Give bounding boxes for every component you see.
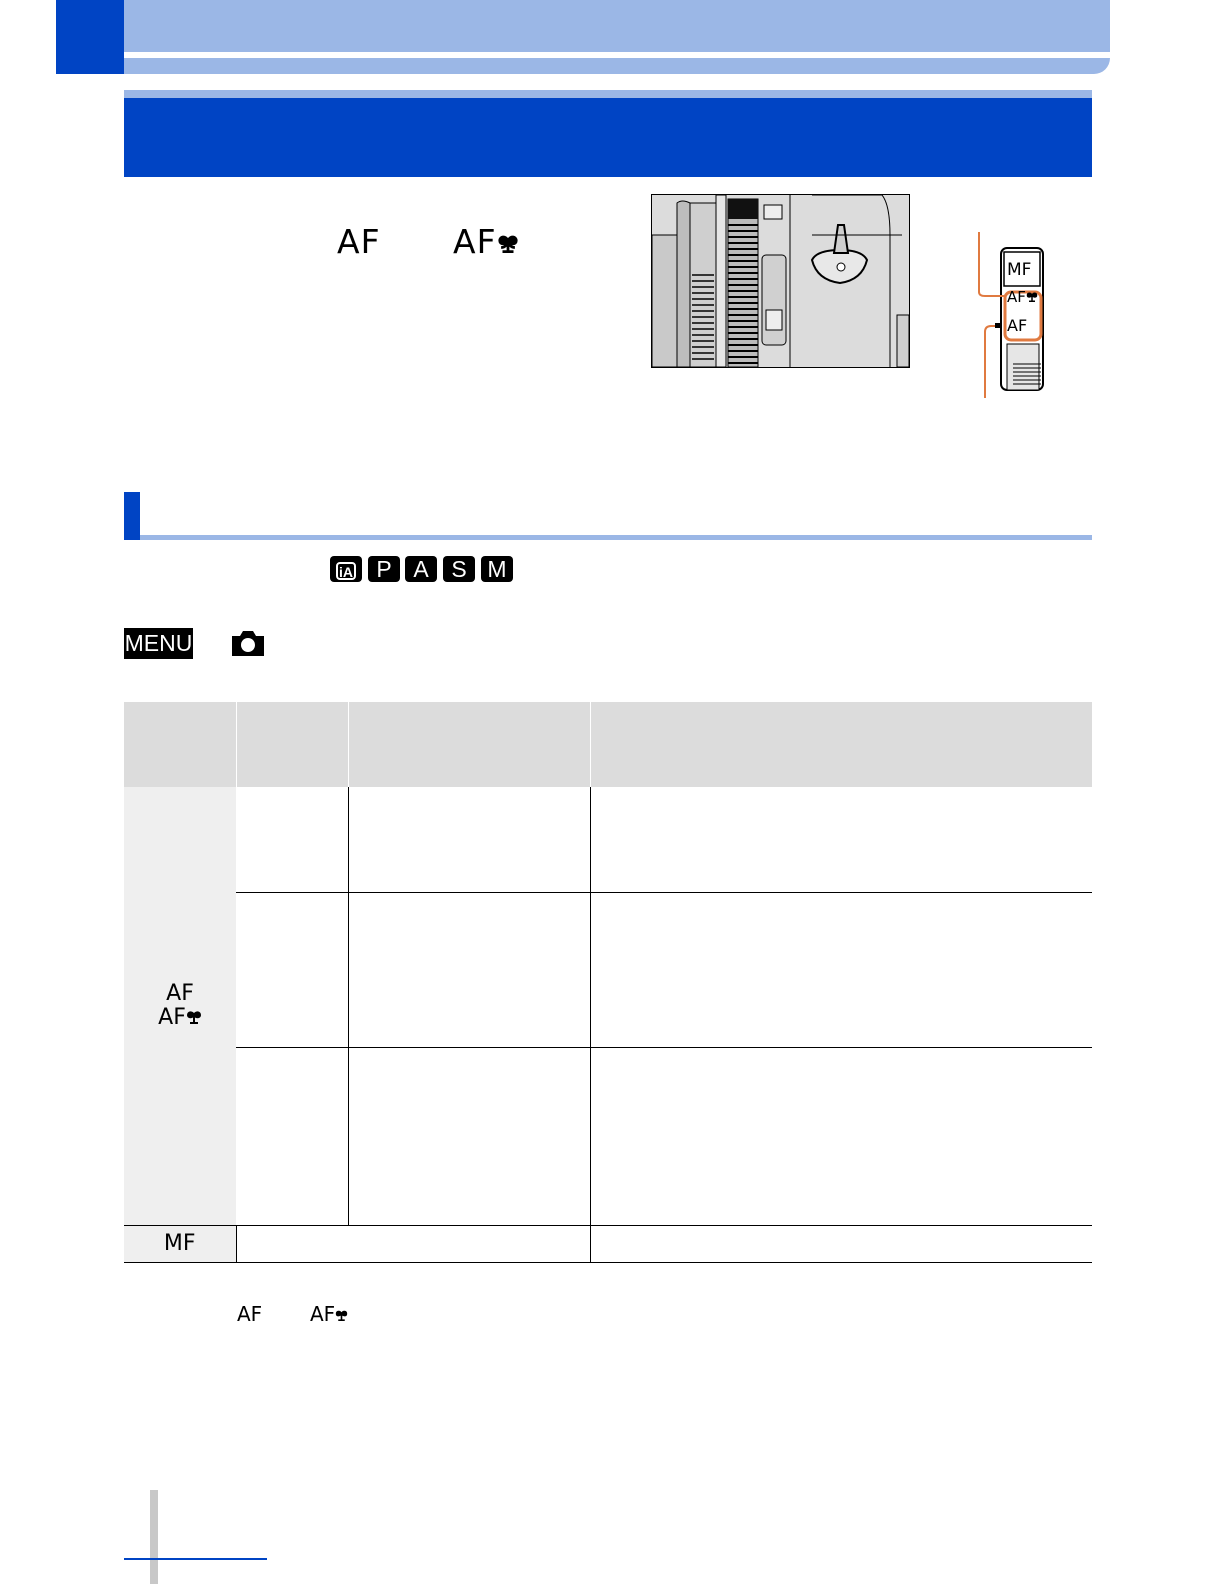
af-mode-cell <box>124 787 236 1225</box>
mode-ia-icon: iA <box>330 556 362 582</box>
table-cell <box>590 1225 1092 1262</box>
intro-af-icon <box>337 222 381 261</box>
mode-s-icon: S <box>443 556 475 582</box>
menu-button-icon: MENU <box>124 628 193 659</box>
section-rule <box>140 535 1092 540</box>
table-header-row <box>124 702 1092 787</box>
macro-flower-icon <box>1026 290 1038 302</box>
camera-icon <box>230 628 266 658</box>
switch-label-mf: MF <box>1007 260 1032 280</box>
switch-label-af-macro: AF <box>1007 288 1038 306</box>
header-band <box>124 0 1110 52</box>
table-header-cell <box>236 702 348 787</box>
intro-af-macro-icon: AF <box>453 222 519 261</box>
table-row <box>124 1047 1092 1225</box>
macro-flower-icon <box>186 1008 202 1024</box>
footer-tab <box>150 1490 158 1584</box>
table-cell <box>590 1047 1092 1225</box>
header-tab-marker <box>56 0 124 74</box>
af-icon: AF <box>337 222 381 261</box>
table-header-cell <box>590 702 1092 787</box>
macro-flower-icon <box>497 231 519 253</box>
macro-flower-icon <box>335 1308 348 1321</box>
note-af-macro-icon: AF <box>310 1302 348 1326</box>
focus-mode-table <box>124 702 1092 1263</box>
table-cell <box>236 787 348 892</box>
table-row <box>124 787 1092 892</box>
table-cell <box>348 787 590 892</box>
note-af-icon: AF <box>237 1302 263 1326</box>
camera-side-photo <box>651 194 910 368</box>
mode-a-icon: A <box>405 556 437 582</box>
section-marker <box>124 492 140 540</box>
mode-p-icon: P <box>368 556 400 582</box>
page-title-band <box>124 90 1092 177</box>
mf-mode-cell <box>124 1225 236 1262</box>
table-cell <box>590 892 1092 1047</box>
mf-icon: MF <box>163 1230 196 1256</box>
af-macro-icon: AF <box>124 1006 236 1030</box>
table-cell <box>236 1225 590 1262</box>
footer-rule <box>124 1558 267 1560</box>
table-row <box>124 892 1092 1047</box>
af-icon: AF <box>166 980 194 1006</box>
table-header-cell <box>348 702 590 787</box>
table-header-cell <box>124 702 236 787</box>
mode-m-icon: M <box>481 556 513 582</box>
table-cell <box>348 892 590 1047</box>
focus-switch-diagram <box>975 232 1055 402</box>
header-strip <box>124 58 1110 74</box>
table-cell <box>348 1047 590 1225</box>
table-cell <box>590 787 1092 892</box>
camera-illustration <box>652 195 909 367</box>
table-cell <box>236 892 348 1047</box>
switch-label-af: AF <box>1007 316 1028 335</box>
table-row <box>124 1225 1092 1262</box>
table-cell <box>236 1047 348 1225</box>
